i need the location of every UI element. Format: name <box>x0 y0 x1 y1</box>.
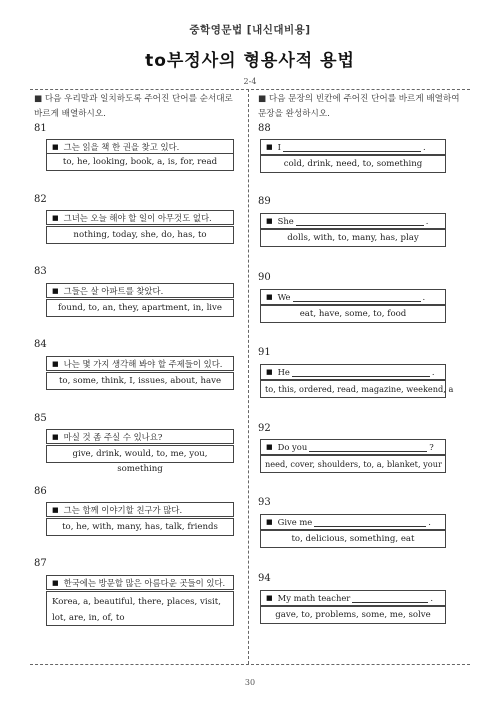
page-number: 30 <box>244 678 256 687</box>
page-title: to부정사의 형용사적 용법 <box>145 51 355 71</box>
question-number: 83 <box>34 266 47 277</box>
sentence-start: My math teacher <box>277 593 351 603</box>
korean-hint <box>46 283 234 298</box>
question-number: 89 <box>258 196 271 207</box>
question-number: 81 <box>34 123 47 134</box>
sentence-frame <box>260 514 446 530</box>
question-number: 86 <box>34 486 47 497</box>
sentence-start: She <box>277 216 294 226</box>
word-bank: Korea, a, beautiful, there, places, visit, lot, are, in, of, to <box>46 591 234 626</box>
word-bank: need, cover, shoulders, to, a, blanket, your <box>260 455 446 473</box>
sentence-start: Do you <box>277 442 308 452</box>
question-number: 84 <box>34 339 47 350</box>
question-number: 82 <box>34 194 47 205</box>
answer-blank[interactable] <box>292 368 430 377</box>
sentence-start: We <box>277 292 291 302</box>
sentence-end: . <box>422 142 426 152</box>
sentence-end: . <box>425 216 429 226</box>
question-number: 93 <box>258 497 271 508</box>
right-instruction: ■ 다음 문장의 빈칸에 주어진 단어를 바르게 배열하여 문장을 완성하시오. <box>258 94 460 119</box>
square-bullet-icon: ■ <box>266 518 273 526</box>
header-subtitle: 중학영문법 [내신대비용] <box>189 24 311 36</box>
korean-hint <box>46 210 234 225</box>
sentence-frame <box>260 289 446 305</box>
sentence-end: . <box>431 367 435 377</box>
sentence-frame <box>260 139 446 155</box>
square-bullet-icon: ■ <box>52 578 59 587</box>
word-bank: found, to, an, they, apartment, in, live <box>46 299 234 317</box>
question-number: 92 <box>258 423 271 434</box>
word-bank: cold, drink, need, to, something <box>260 155 446 173</box>
section-number: 2-4 <box>243 77 257 86</box>
word-bank: to, delicious, something, eat <box>260 530 446 548</box>
sentence-end: ? <box>429 442 434 452</box>
question-number: 91 <box>258 347 271 358</box>
word-bank: dolls, with, to, many, has, play <box>260 229 446 247</box>
left-instruction: ■ 다음 우리말과 일치하도록 주어진 단어를 순서대로 바르게 배열하시오. <box>34 94 233 119</box>
korean-hint <box>46 139 234 154</box>
square-bullet-icon: ■ <box>266 368 273 376</box>
word-bank: to, he, looking, book, a, is, for, read <box>46 153 234 171</box>
answer-blank[interactable] <box>314 518 426 527</box>
word-bank: nothing, today, she, do, has, to <box>46 226 234 244</box>
question-number: 87 <box>34 558 47 569</box>
square-bullet-icon: ■ <box>266 443 273 451</box>
column-divider <box>248 89 249 664</box>
sentence-end: . <box>428 517 431 527</box>
hint-text: 한국에는 방문할 많은 아름다운 곳들이 있다. <box>63 577 226 588</box>
square-bullet-icon: ■ <box>266 594 273 602</box>
question-number: 90 <box>258 272 271 283</box>
question-number: 88 <box>258 123 271 134</box>
korean-hint <box>46 502 234 517</box>
hint-text: 그들은 살 아파트를 찾았다. <box>63 285 164 296</box>
sentence-frame <box>260 364 446 380</box>
square-bullet-icon: ■ <box>266 143 273 151</box>
hint-text: 나는 몇 가지 생각해 봐야 할 주제들이 있다. <box>63 358 223 369</box>
square-bullet-icon: ■ <box>52 213 59 222</box>
sentence-start: Give me <box>277 517 313 527</box>
sentence-frame <box>260 213 446 229</box>
word-bank: gave, to, problems, some, me, solve <box>260 606 446 624</box>
sentence-start: He <box>277 367 290 377</box>
hint-text: 그는 읽을 책 한 권을 찾고 있다. <box>63 141 180 152</box>
sentence-frame <box>260 590 446 606</box>
korean-hint <box>46 356 234 371</box>
sentence-end: . <box>430 593 433 603</box>
word-bank: eat, have, some, to, food <box>260 305 446 323</box>
square-bullet-icon: ■ <box>52 286 59 295</box>
question-number: 94 <box>258 573 271 584</box>
word-bank: to, some, think, I, issues, about, have <box>46 372 234 390</box>
question-number: 85 <box>34 413 47 424</box>
square-bullet-icon: ■ <box>52 432 59 441</box>
sentence-end: . <box>422 292 426 302</box>
square-bullet-icon: ■ <box>266 293 273 301</box>
square-bullet-icon: ■ <box>52 505 59 514</box>
korean-hint <box>46 429 234 444</box>
hint-text: 그는 함께 이야기할 친구가 많다. <box>63 504 183 515</box>
hint-text: 마실 것 좀 주실 수 있나요? <box>63 431 163 442</box>
square-bullet-icon: ■ <box>52 359 59 368</box>
top-divider <box>30 89 470 90</box>
answer-blank[interactable] <box>309 443 427 452</box>
answer-blank[interactable] <box>296 217 424 226</box>
word-bank: to, he, with, many, has, talk, friends <box>46 518 234 536</box>
answer-blank[interactable] <box>352 594 428 603</box>
square-bullet-icon: ■ <box>52 142 59 151</box>
square-bullet-icon: ■ <box>266 217 273 225</box>
bottom-divider <box>30 664 470 665</box>
answer-blank[interactable] <box>293 293 421 302</box>
word-bank: give, drink, would, to, me, you, something <box>46 445 234 463</box>
sentence-start: I <box>277 142 281 152</box>
sentence-frame <box>260 439 446 455</box>
hint-text: 그녀는 오늘 해야 할 일이 아무것도 없다. <box>63 212 212 223</box>
answer-blank[interactable] <box>283 143 421 152</box>
korean-hint <box>46 575 234 590</box>
word-bank: to, this, ordered, read, magazine, weekend, a <box>260 380 446 398</box>
